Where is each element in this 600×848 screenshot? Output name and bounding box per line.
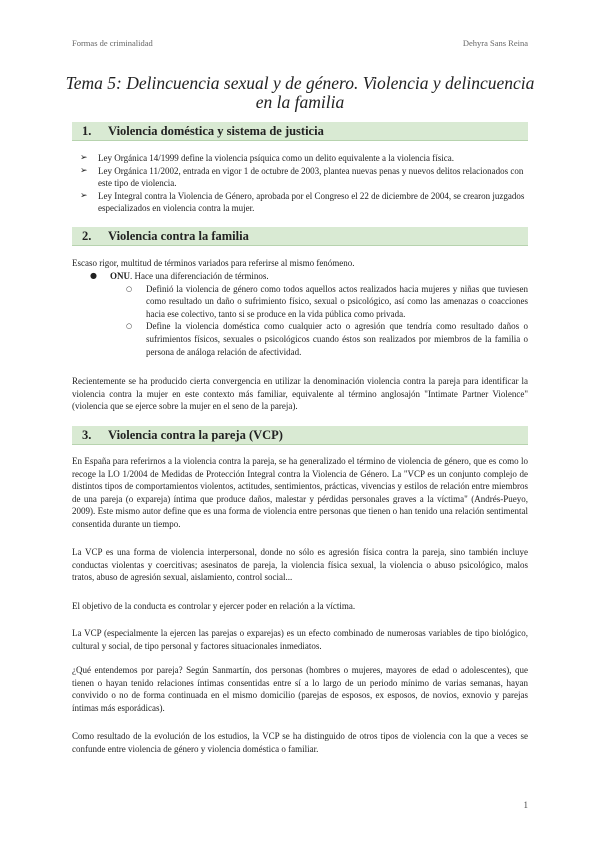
section-3-paragraph: La VCP es una forma de violencia interpersonal, donde no sólo es agresión física contra la pareja, sino también incluye conductas violentas y coercitivas; asesinatos de pareja, la violencia física sexual, la violencia o abuso psicológico, malos tratos, abuso de agresión sexual, aislamiento, control social... xyxy=(72,547,528,583)
section-3-heading xyxy=(72,426,528,445)
page-title: Tema 5: Delincuencia sexual y de género. Violencia y delincuencia en la familia xyxy=(65,73,535,112)
circle-bullet-icon: ○ xyxy=(126,322,133,331)
sub-list xyxy=(126,283,528,359)
header-author: Dehyra Sans Reina xyxy=(462,38,528,48)
section-2-heading xyxy=(72,227,528,246)
arrow-bullet-icon: ➢ xyxy=(80,190,88,201)
section-2-intro: Escaso rigor, multitud de términos variados para referirse al mismo fenómeno. xyxy=(72,258,355,268)
section-2-number: 2. xyxy=(82,229,92,243)
section-2-closing: Recientemente se ha producido cierta convergencia en utilizar la denominación violencia contra la pareja para identificar la violencia contra la mujer en este contexto más familiar, equivalente al término anglosajón "Intimate Partner Violence" (violencia que se ejerce sobre la mujer en el seno de la pareja). xyxy=(72,376,528,412)
section-2-bullets xyxy=(90,270,528,358)
section-1-number: 1. xyxy=(82,124,92,138)
bullet-dot-icon: ● xyxy=(90,271,97,280)
section-1-list xyxy=(80,152,526,215)
list-item: ○ Definió la violencia de género como todos aquellos actos realizados hacia mujeres y niñas que tuviesen como resultado un daño o sufrimiento físico, sexual o psicológico, así como las amenazas o coacciones hacia ese colectivo, tanto si se produce en la vida pública como privada. xyxy=(126,283,528,319)
section-2-title: Violencia contra la familia xyxy=(108,229,249,243)
list-item: ➢ Ley Orgánica 14/1999 define la violencia psíquica como un delito equivalente a la violencia física. xyxy=(80,153,454,163)
onu-label: ONU xyxy=(110,271,130,281)
section-3-paragraph: En España para referirnos a la violencia contra la pareja, se ha generalizado el término de violencia de género, que es como lo recoge la LO 1/2004 de Medidas de Protección Integral contra la Violencia de Género. La "VCP es un conjunto complejo de distintos tipos de comportamientos violentos, actitudes, sentimientos, prácticas, vivencias y estilos de relación entre miembros de una pareja (o expareja) íntima que produce daños, malestar y pérdidas personales graves a la víctima" (Andrés-Pueyo, 2009). Este mismo autor define que es una forma de violencia entre personas que tienen o han tenido una relación sentimental consentida durante un tiempo. xyxy=(72,456,528,529)
arrow-bullet-icon: ➢ xyxy=(80,165,88,176)
list-item: ○ Define la violencia doméstica como cualquier acto o agresión que tendría como resultado daños o sufrimientos físicos, sexuales o psicológicos cuando éstos son realizados por miembros de la familia o persona de análoga relación de afectividad. xyxy=(126,321,528,357)
page-header xyxy=(72,38,528,52)
list-item: ➢ Ley Integral contra la Violencia de Género, aprobada por el Congreso el 22 de diciembre de 2004, se crearon juzgados especializados en violencia contra la mujer. xyxy=(80,190,525,214)
section-3-title: Violencia contra la pareja (VCP) xyxy=(108,428,283,442)
section-3-paragraph: ¿Qué entendemos por pareja? Según Sanmartín, dos personas (hombres o mujeres, mayores de edad o adolescentes), que tienen o hayan tenido relaciones íntimas consentidas entre sí a lo largo de un periodo mínimo de varias semanas, hayan convivido o no de forma continuada en el mismo domicilio (parejas de esposos, ex esposos, de novios, exnovio y parejas íntimas más esporádicas). xyxy=(72,665,528,713)
section-1-heading xyxy=(72,122,528,141)
arrow-bullet-icon: ➢ xyxy=(80,153,88,163)
list-item: ● ONU. Hace una diferenciación de términos. xyxy=(90,271,269,281)
section-3-paragraph: El objetivo de la conducta es controlar y ejercer poder en relación a la víctima. xyxy=(72,601,356,611)
section-1-title: Violencia doméstica y sistema de justicia xyxy=(108,124,324,138)
section-3-number: 3. xyxy=(82,428,92,442)
header-course: Formas de criminalidad xyxy=(72,38,153,48)
list-item: ➢ Ley Orgánica 11/2002, entrada en vigor 1 de octubre de 2003, plantea nuevas penas y nuevos delitos relacionados con este tipo de violencia. xyxy=(80,165,524,189)
page-number: 1 xyxy=(523,800,528,810)
circle-bullet-icon: ○ xyxy=(126,284,133,293)
section-3-paragraph: La VCP (especialmente la ejercen las parejas o exparejas) es un efecto combinado de numerosas variables de tipo biológico, cultural y social, de tipo personal y factores situacionales inmediatos. xyxy=(72,628,528,651)
section-3-paragraph: Como resultado de la evolución de los estudios, la VCP se ha distinguido de otros tipos de violencia con la que a veces se confunde entre violencia de género y violencia doméstica o familiar. xyxy=(72,731,528,754)
